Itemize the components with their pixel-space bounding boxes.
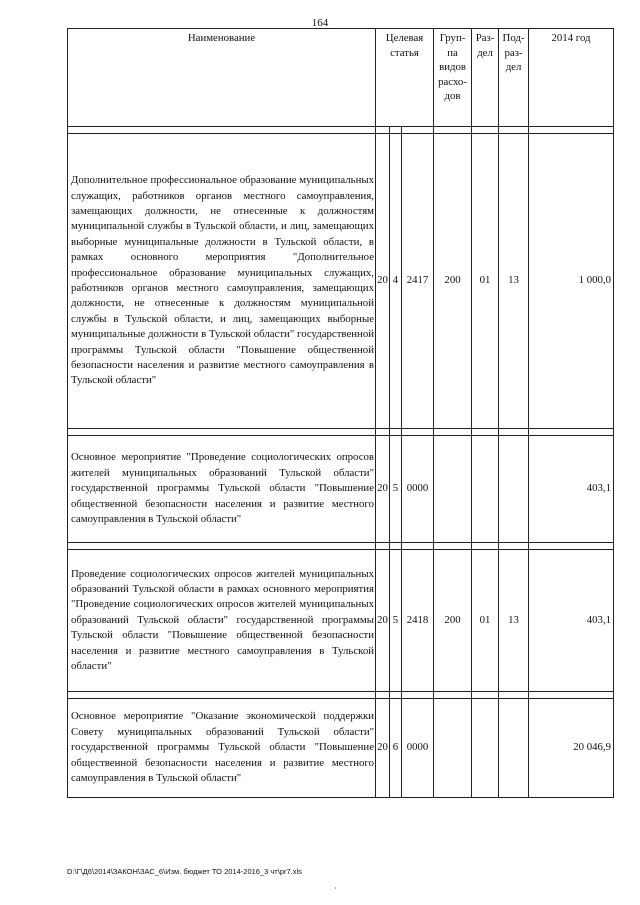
target-code-1: 20 xyxy=(376,699,390,798)
row-name: Основное мероприятие "Проведение социологических опросов жителей муниципальных образований Тульской области" государственной программы Тульской области "Повышение общественной безопасности населения и развитие местного самоуправления в Тульской области" xyxy=(68,436,376,543)
target-code-3: 2417 xyxy=(402,134,434,429)
header-name: Наименование xyxy=(68,29,376,127)
table-row xyxy=(68,550,614,692)
section xyxy=(472,699,499,798)
amount: 403,1 xyxy=(529,436,614,543)
page-number: 164 xyxy=(311,17,329,29)
section xyxy=(472,436,499,543)
subsection: 13 xyxy=(499,134,529,429)
section: 01 xyxy=(472,550,499,692)
target-code-3: 0000 xyxy=(402,699,434,798)
expense-group: 200 xyxy=(434,134,472,429)
target-code-2: 6 xyxy=(390,699,402,798)
table-row xyxy=(68,436,614,543)
header-subsection: Под-раз-дел xyxy=(499,29,529,127)
target-code-1: 20 xyxy=(376,436,390,543)
subsection xyxy=(499,699,529,798)
footer-mark: · xyxy=(334,884,337,893)
budget-table xyxy=(67,28,614,798)
row-name: Дополнительное профессиональное образование муниципальных служащих, работников органов местного самоуправления, замещающих должности, не отнесенные к должностям муниципальной службы в Тульской области, и лиц, замещающих выборные муниципальные должности в Тульской области, в рамках основного мероприятия "Дополнительное профессиональное образование муниципальных служащих, работников органов местного самоуправления, замещающих должности, не отнесенные к должностям муниципальной службы в Тульской области, и лиц, замещающих выборные муниципальные должности в Тульской области" государственной программы Тульской области "Повышение общественной безопасности населения и развитие местного самоуправления в Тульской области" xyxy=(68,134,376,429)
row-name: Проведение социологических опросов жителей муниципальных образований Тульской области в рамках основного мероприятия "Проведение социологических опросов жителей муниципальных образований Тульской области" государственной программы Тульской области "Повышение общественной безопасности населения и развитие местного самоуправления в Тульской области" xyxy=(68,550,376,692)
expense-group xyxy=(434,699,472,798)
header-expense-group: Груп-па видов расхо-дов xyxy=(434,29,472,127)
row-name: Основное мероприятие "Оказание экономической поддержки Совету муниципальных образований Тульской области" государственной программы Тульской области "Повышение общественной безопасности населения и развитие местного самоуправления в Тульской области" xyxy=(68,699,376,798)
target-code-2: 5 xyxy=(390,550,402,692)
expense-group xyxy=(434,436,472,543)
table-row xyxy=(68,134,614,429)
expense-group: 200 xyxy=(434,550,472,692)
target-code-2: 4 xyxy=(390,134,402,429)
target-code-3: 2418 xyxy=(402,550,434,692)
target-code-1: 20 xyxy=(376,550,390,692)
table-header-row xyxy=(68,29,614,127)
header-target-article: Целевая статья xyxy=(376,29,434,127)
target-code-3: 0000 xyxy=(402,436,434,543)
amount: 403,1 xyxy=(529,550,614,692)
section: 01 xyxy=(472,134,499,429)
target-code-1: 20 xyxy=(376,134,390,429)
amount: 1 000,0 xyxy=(529,134,614,429)
table-row xyxy=(68,699,614,798)
amount: 20 046,9 xyxy=(529,699,614,798)
subsection xyxy=(499,436,529,543)
target-code-2: 5 xyxy=(390,436,402,543)
subsection: 13 xyxy=(499,550,529,692)
header-section: Раз-дел xyxy=(472,29,499,127)
file-path-footer: D:\Г\Д6\2014\ЗАКОН\ЗАС_6\Изм. бюджет ТО 2014-2016_3 чт\pr7.xls xyxy=(67,867,302,876)
header-year-2014: 2014 год xyxy=(529,29,614,127)
